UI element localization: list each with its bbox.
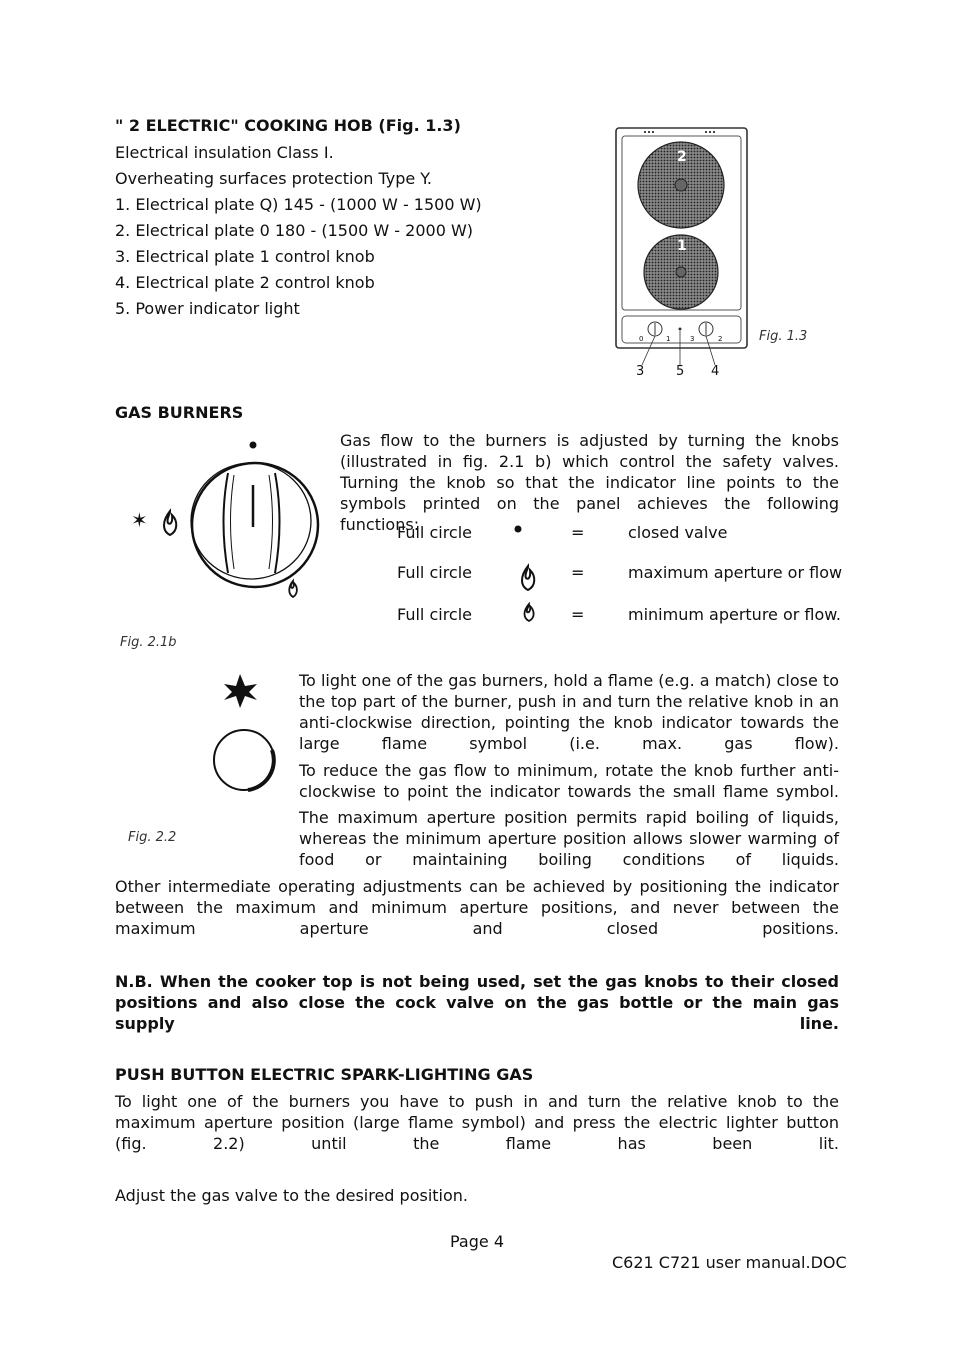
function-closed-eq: = [571, 523, 585, 542]
function-min-label: Full circle [397, 605, 472, 624]
function-closed-meaning: closed valve [628, 523, 728, 542]
dot-icon [512, 524, 524, 536]
spark-title: PUSH BUTTON ELECTRIC SPARK-LIGHTING GAS [115, 1065, 534, 1084]
fig-2-1b-caption: Fig. 2.1b [120, 635, 177, 650]
intermediate-paragraph: Other intermediate operating adjustments can be achieved by positioning the indicator between the maximum and minimum aperture positions, and never between the maximum aperture and closed positions. [115, 877, 839, 938]
panel-mark-2: 2 [718, 335, 723, 343]
spark-paragraph: To light one of the burners you have to push in and turn the relative knob to the maximum aperture position (large flame symbol) and press the electric lighter button (fig. 2.2) until the flame has been lit. [115, 1092, 839, 1153]
function-max-eq: = [571, 563, 585, 582]
hob-line-indicator: 5. Power indicator light [115, 299, 300, 318]
panel-mark-3: 3 [690, 335, 695, 343]
hob-line-knob-1: 3. Electrical plate 1 control knob [115, 247, 375, 266]
hob-line-plate-1: 1. Electrical plate Q) 145 - (1000 W - 1500 W) [115, 195, 482, 214]
power-light-icon [679, 328, 682, 331]
hob-line-protection: Overheating surfaces protection Type Y. [115, 169, 432, 188]
closed-dot-icon [250, 442, 257, 449]
function-max-meaning: maximum aperture or flow [628, 563, 843, 582]
callout-4: 4 [711, 364, 720, 379]
plate-2-label: 2 [677, 149, 687, 165]
small-flame-icon [521, 602, 539, 624]
hob-line-knob-2: 4. Electrical plate 2 control knob [115, 273, 375, 292]
electric-hob-figure [600, 120, 820, 385]
hob-line-plate-2: 2. Electrical plate 0 180 - (1500 W - 2000 W) [115, 221, 474, 240]
function-min-meaning: minimum aperture or flow. [628, 605, 841, 624]
panel-mark-1: 1 [666, 335, 671, 343]
hob-title: " 2 ELECTRIC" COOKING HOB (Fig. 1.3) [115, 116, 461, 135]
callout-5: 5 [676, 364, 685, 379]
spark-star-icon [224, 674, 257, 708]
nb-warning: N.B. When the cooker top is not being used, set the gas knobs to their closed positions and also close the cock valve on the gas bottle or the main gas supply line. [115, 972, 839, 1033]
large-flame-icon [518, 564, 540, 592]
function-min-eq: = [571, 605, 585, 624]
page-number: Page 4 [450, 1232, 504, 1251]
document-name: C621 C721 user manual.DOC [612, 1253, 847, 1272]
adjust-line: Adjust the gas valve to the desired position. [115, 1186, 468, 1205]
gas-title: GAS BURNERS [115, 403, 244, 422]
small-flame-icon [289, 581, 297, 597]
max-aperture-paragraph: The maximum aperture position permits rapid boiling of liquids, whereas the minimum aperture position allows slower warming of food or maintaining boiling conditions of liquids. [299, 808, 839, 869]
fig-1-3-caption: Fig. 1.3 [759, 329, 808, 344]
fig-2-2-caption: Fig. 2.2 [128, 830, 177, 845]
gas-knob-figure [120, 435, 340, 610]
callout-3: 3 [636, 364, 645, 379]
gas-intro: Gas flow to the burners is adjusted by turning the knobs (illustrated in fig. 2.1 b) which control the safety valves. Turning the knob so that the indicator line points to the symbols printed on the panel achieves the following functions: [340, 431, 839, 534]
function-closed-label: Full circle [397, 523, 472, 542]
reduce-paragraph: To reduce the gas flow to minimum, rotate the knob further anti-clockwise to point the indicator towards the small flame symbol. [299, 761, 839, 801]
spark-button-figure [200, 668, 290, 798]
plate-1-label: 1 [677, 238, 687, 254]
hob-line-insulation: Electrical insulation Class I. [115, 143, 334, 162]
function-max-label: Full circle [397, 563, 472, 582]
panel-mark-0: 0 [639, 335, 644, 343]
large-flame-icon [164, 511, 176, 535]
light-paragraph: To light one of the gas burners, hold a flame (e.g. a match) close to the top part of the burner, push in and turn the relative knob in an anti-clockwise direction, pointing the knob indicator towards the large flame symbol (i.e. max. gas flow). [299, 671, 839, 753]
spark-star-icon: ✶ [131, 508, 148, 532]
